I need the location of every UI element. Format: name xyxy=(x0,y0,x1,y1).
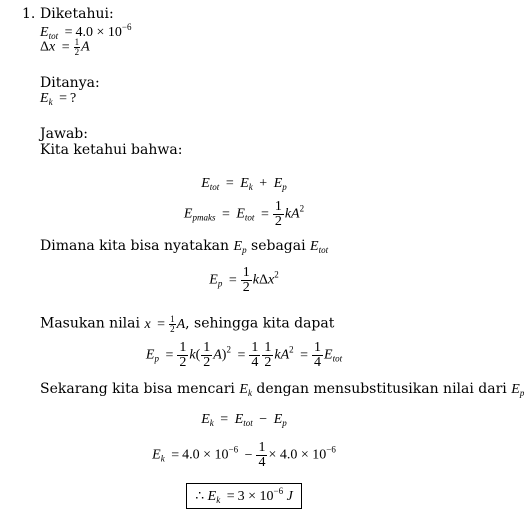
final-answer xyxy=(0,483,488,509)
equation-substitution: $E_p$ = $\frac{1}{2}$ k( $\frac{1}{2}$ A)$^2$ = $\frac{1}{4}$ $\frac{1}{2}$ $kA^2$ = $\frac{1}{4}$ $E_{tot}$ xyxy=(145,340,343,370)
ditanya-heading: Ditanya: xyxy=(40,75,100,91)
equation-kinetic-energy: $E_k = E_{tot} - E_p$ xyxy=(201,412,287,428)
equation-numeric: $E_k = 4.0 \times 10^{-6}$ − $\frac{1}{4}$ × $4.0 \times 10^{-6}$ xyxy=(152,440,336,470)
equation-max-potential: $E_{pmaks} = E_{tot}$ = $\frac{1}{2}$ $kA^2$ xyxy=(183,199,305,229)
item-number: 1. xyxy=(22,6,36,22)
diketahui-heading: Diketahui: xyxy=(40,6,114,22)
equation-potential-energy: $E_p$ = $\frac{1}{2}$ kΔx$^2$ xyxy=(209,265,279,295)
given-energy-total: $E_{tot} = 4.0 \times 10^{-6}$ xyxy=(40,22,132,41)
jawab-heading: Jawab: xyxy=(40,126,88,142)
equation-total-energy: $E_{tot} = E_k + E_p$ xyxy=(201,176,287,192)
asked-kinetic-energy: $E_k$ = ? xyxy=(40,91,77,107)
dimana-line: Dimana kita bisa nyatakan $E_p$ sebagai $E_{tot}$ xyxy=(40,238,329,255)
masukan-line: Masukan nilai x = $\frac{1}{2}$ A, sehingga kita dapat xyxy=(40,314,335,334)
final-answer-box: ∴ $E_k = 3 \times 10^{-6}$ J xyxy=(186,483,302,509)
given-delta-x: Δx = $\frac{1}{2}$ A xyxy=(40,37,90,57)
jawab-intro: Kita ketahui bahwa: xyxy=(40,142,183,158)
sekarang-line: Sekarang kita bisa mencari $E_k$ dengan mensubstitusikan nilai dari $E_p$ xyxy=(40,381,524,398)
